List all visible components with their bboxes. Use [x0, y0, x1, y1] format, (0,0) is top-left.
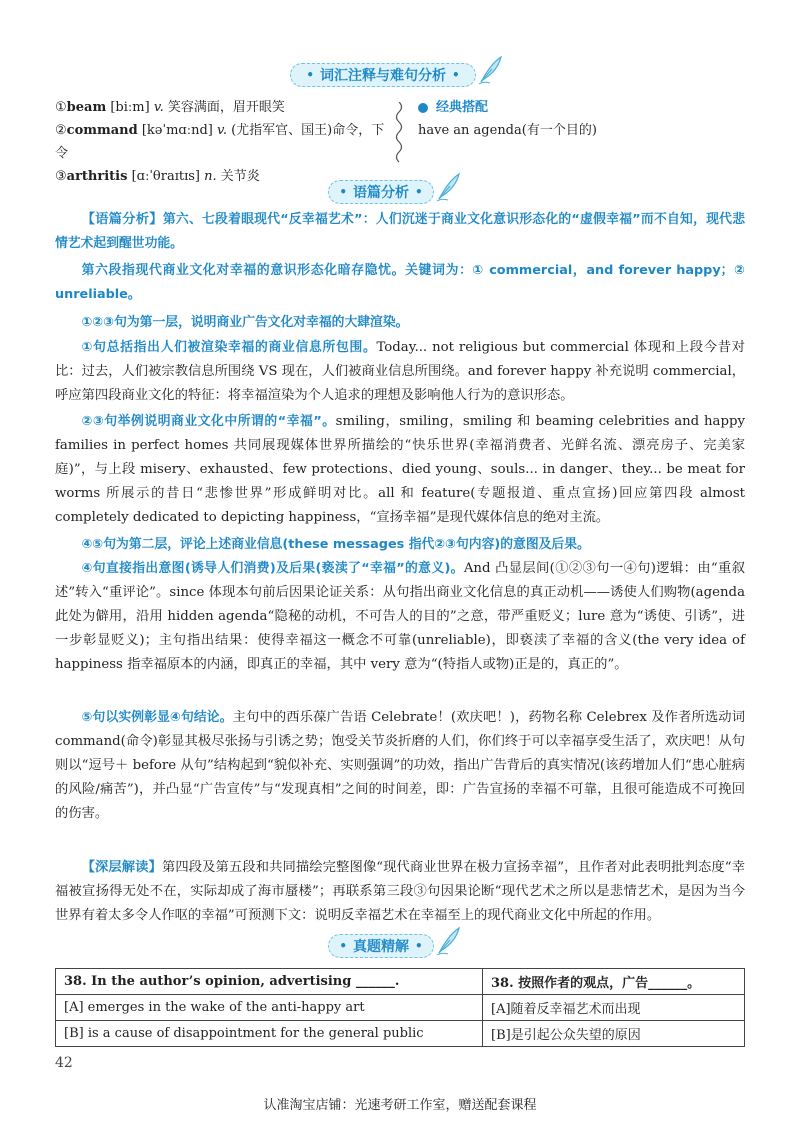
table-row	[56, 1021, 745, 1047]
section-title-passage: 语篇分析	[353, 185, 409, 201]
passage-summary: 【语篇分析】第六、七段着眼现代“反幸福艺术”：人们沉迷于商业文化意识形态化的“虚假幸福”而不自知，现代悲情艺术起到醒世功能。	[55, 212, 745, 251]
collocation-item: have an agenda(有一个目的)	[418, 123, 597, 138]
vocab-list	[55, 96, 385, 188]
feather-pen-icon	[478, 55, 504, 85]
section-header-vocab: • 词汇注释与难句分析 •	[290, 63, 476, 87]
feather-pen-icon	[436, 172, 462, 202]
layer-one-heading: ①②③句为第一层，说明商业广告文化对幸福的大肆渲染。	[81, 315, 409, 330]
paragraph-six-keywords: 第六段指现代商业文化对幸福的意识形态化暗存隐忧。关键词为：① commercial，and forever happy；② unreliable。	[55, 263, 745, 302]
feather-pen-icon	[436, 926, 462, 956]
deep-reading: 【深层解读】第四段及第五段和共同描绘完整图像“现代商业世界在极力宣扬幸福”，且作者对此表明批判态度“幸福被宣扬得无处不在，实际却成了海市蜃楼”；再联系第三段③句因果论断“现代艺术之所以是悲情艺术，是因为当今世界有着太多令人作呕的幸福”可预测下文：说明反幸福艺术在幸福至上的现代商业文化中所起的作用。	[55, 860, 745, 923]
question-table	[55, 968, 745, 1047]
vocab-item: ②command [kəˈmɑːnd] v. (尤指军官、国王)命令，下令	[55, 123, 385, 161]
footer-note: 认准淘宝店铺：光速考研工作室，赠送配套课程	[263, 1098, 537, 1113]
question-stem-en: 38. In the author’s opinion, advertising ______.	[56, 969, 483, 995]
vocab-word: arthritis	[66, 169, 128, 184]
sentence-two-three-analysis: ②③句举例说明商业文化中所谓的“幸福”。smiling，smiling，smiling 和 beaming celebrities and happy families in perfect homes 共同展现媒体世界所描绘的“快乐世界(幸福消费者、光鲜名流、漂亮房子、完美家庭)”，与上段 misery、exhausted、few protections、died young、souls... in danger、they... be meat for worms 所展示的昔日“悲惨世界”形成鲜明对比。all 和 feature(专题报道、重点宣扬)回应第四段 almost completely dedicated to depicting happiness，“宣扬幸福”是现代媒体信息的绝对主流。	[55, 414, 745, 525]
vocab-item: ①beam [biːm] v. 笑容满面，眉开眼笑	[55, 100, 285, 115]
table-row	[56, 969, 745, 995]
vocab-word: beam	[66, 100, 107, 115]
vocab-item: ③arthritis [ɑːˈθraɪtɪs] n. 关节炎	[55, 169, 260, 184]
section-title-question: 真题精解	[353, 939, 409, 955]
section-title-vocab: 词汇注释与难句分析	[320, 68, 446, 84]
collocation-box	[418, 96, 748, 142]
sentence-four-analysis: ④句直接指出意图(诱导人们消费)及后果(亵渎了“幸福”的意义)。And 凸显层间(①②③句一④句)逻辑：由“重叙述”转入“重评论”。since 体现本句前后因果论证关系：从句指出商业文化信息的真正动机——诱使人们购物(agenda 此处为僻用，沿用 hidden agenda“隐秘的动机，不可告人的目的”之意，带严重贬义；lure 意为“诱使、引诱”，进一步彰显贬义)；主句指出结果：使得幸福这一概念不可靠(unreliable)，即亵渎了幸福的含义(the very idea of happiness 指幸福原本的内涵，即真正的幸福，其中 very 意为“(特指人或物)正是的，真正的”。	[55, 561, 745, 672]
table-row	[56, 995, 745, 1021]
sentence-one-analysis: ①句总括指出人们被渲染幸福的商业信息所包围。Today... not religious but commercial 体现和上段今昔对比：过去，人们被宗教信息所围绕 VS 现在，人们被商业信息所围绕。and forever happy 补充说明 commercial，呼应第四段商业文化的特征：将幸福渲染为个人追求的理想及影响他人行为的意识形态。	[55, 340, 745, 403]
vocab-word: command	[66, 123, 138, 138]
layer-two-heading: ④⑤句为第二层，评论上述商业信息(these messages 指代②③句内容)的意图及后果。	[81, 537, 590, 552]
option-a-zh: [A]随着反幸福艺术而出现	[483, 995, 745, 1021]
option-a-en: [A] emerges in the wake of the anti-happy art	[56, 995, 483, 1021]
option-b-en: [B] is a cause of disappointment for the general public	[56, 1021, 483, 1047]
section-header-passage: • 语篇分析 •	[328, 180, 434, 204]
sentence-five-analysis: ⑤句以实例彰显④句结论。主句中的西乐葆广告语 Celebrate！(欢庆吧！)，药物名称 Celebrex 及作者所选动词 command(命令)彰显其极尽张扬与引诱之势；饱受关节炎折磨的人们，你们终于可以幸福享受生活了，欢庆吧！从句则以“逗号＋ before 从句”结构起到“貌似补充、实则强调”的功效，指出广告背后的真实情况(该药增加人们“患心脏病的风险/痛苦”)，并凸显“广告宣传”与“发现真相”之间的时间差，即：广告宣扬的幸福不可靠，且很可能造成不可挽回的伤害。	[55, 710, 746, 821]
wavy-divider	[392, 102, 406, 164]
collocation-heading: 经典搭配	[436, 100, 489, 115]
page-number: 42	[55, 1055, 73, 1071]
option-b-zh: [B]是引起公众失望的原因	[483, 1021, 745, 1047]
bullet-icon	[418, 103, 428, 113]
section-header-question: • 真题精解 •	[328, 934, 434, 958]
question-stem-zh: 38. 按照作者的观点，广告______。	[483, 969, 745, 995]
